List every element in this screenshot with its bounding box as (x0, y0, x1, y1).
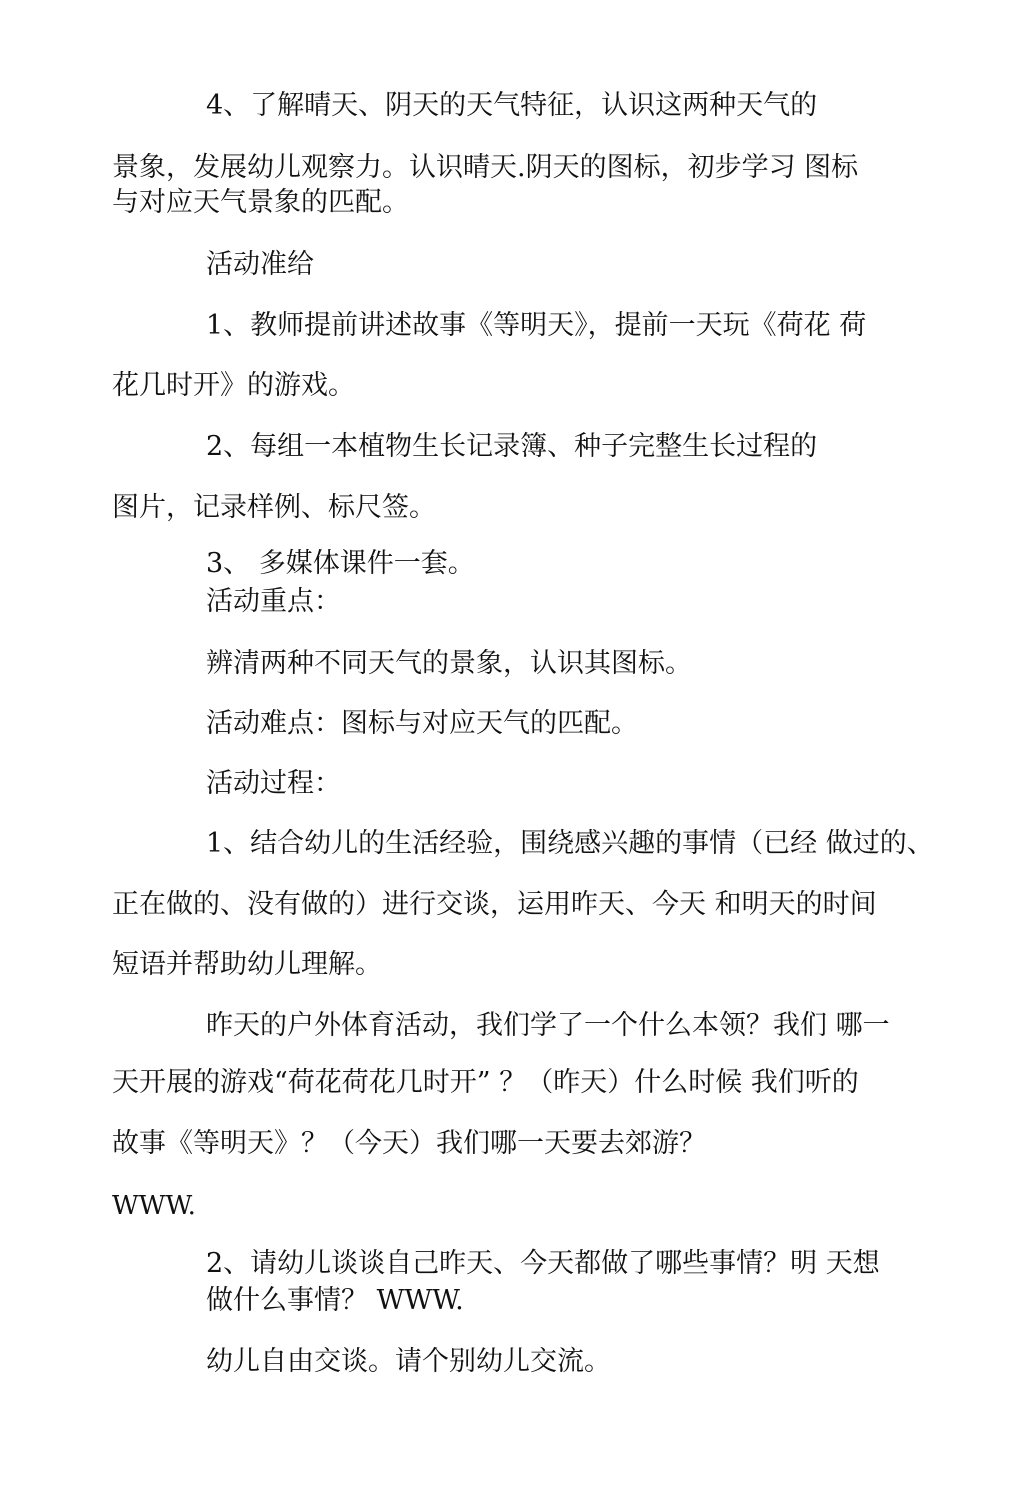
paragraph-line: 与对应天气景象的匹配。 (112, 187, 409, 218)
section-heading: 活动准给 (206, 249, 314, 280)
paragraph-line: 2、每组一本植物生长记录簿、种子完整生长过程的 (206, 431, 818, 462)
section-heading: 活动难点：图标与对应天气的匹配。 (206, 708, 638, 739)
paragraph-line: 2、请幼儿谈谈自己昨天、今天都做了哪些事情？明 天想 (206, 1248, 880, 1279)
paragraph-line: 花几时开》的游戏。 (112, 370, 355, 401)
paragraph-line: 正在做的、没有做的）进行交谈，运用昨天、今天 和明天的时间 (112, 889, 877, 920)
paragraph-line: 昨天的户外体育活动，我们学了一个什么本领？我们 哪一 (206, 1010, 890, 1041)
paragraph-line: 图片，记录样例、标尺签。 (112, 492, 436, 523)
paragraph-line: 天开展的游戏“荷花荷花几时开” ？（昨天）什么时候 我们听的 (112, 1067, 859, 1098)
section-heading: 活动过程： (206, 768, 341, 799)
section-heading: 活动重点： (206, 586, 341, 617)
paragraph-line: 做什么事情？ WWW. (206, 1285, 464, 1316)
paragraph-line: 故事《等明天》？（今天）我们哪一天要去郊游？ (112, 1128, 706, 1159)
paragraph-line: 1、结合幼儿的生活经验，围绕感兴趣的事情（已经 做过的、 (206, 828, 934, 859)
paragraph-line: 短语并帮助幼儿理解。 (112, 949, 382, 980)
paragraph-line: 幼儿自由交谈。请个别幼儿交流。 (206, 1346, 611, 1377)
paragraph-line: 1、教师提前讲述故事《等明天》，提前一天玩《荷花 荷 (206, 310, 867, 341)
paragraph-line: 4、了解晴天、阴天的天气特征，认识这两种天气的 (206, 90, 818, 121)
paragraph-line: WWW. (112, 1191, 196, 1221)
paragraph-line: 景象，发展幼儿观察力。认识晴天.阴天的图标，初步学习 图标 (112, 152, 859, 183)
paragraph-line: 辨清两种不同天气的景象，认识其图标。 (206, 648, 692, 679)
paragraph-line: 3、 多媒体课件一套。 (206, 548, 475, 579)
